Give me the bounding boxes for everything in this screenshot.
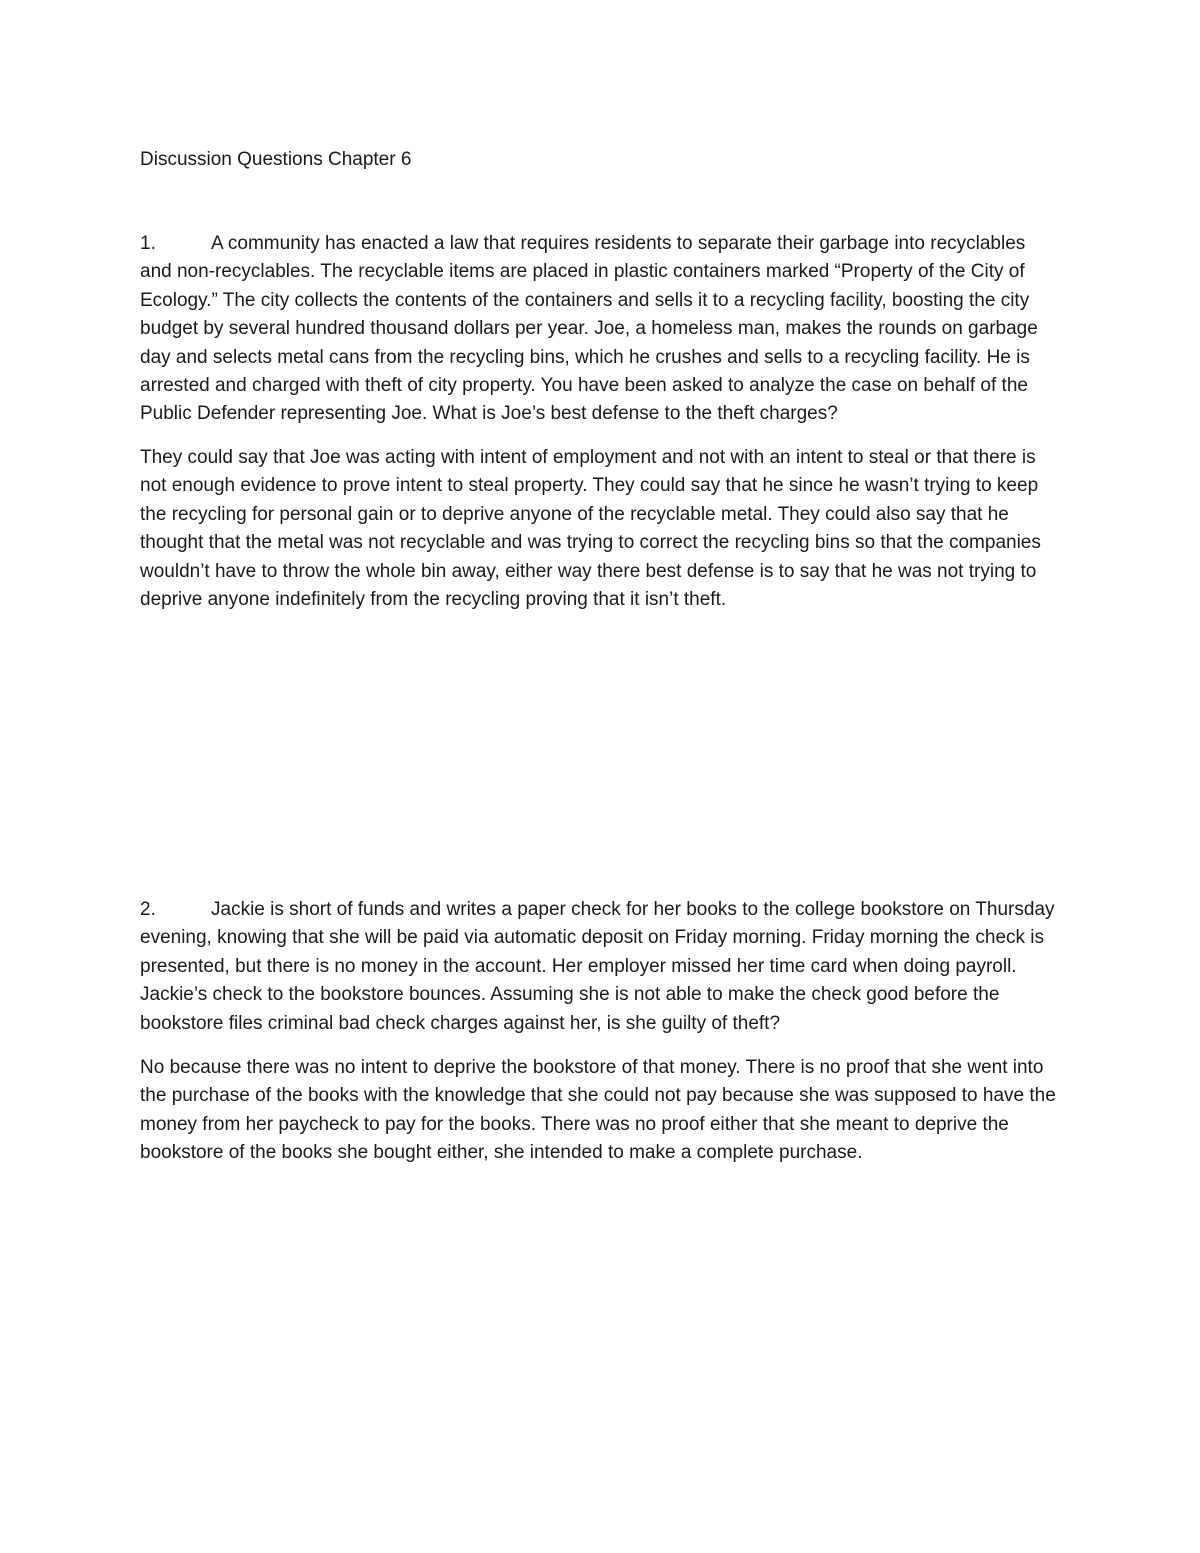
question-text: A community has enacted a law that requires residents to separate their garbage into recyclables and non-recyclables. The recyclable items are placed in plastic containers marked “Property of the City of Ecology.” The city collects the contents of the containers and sells it to a recycling facility, boosting the city budget by several hundred thousand dollars per year. Joe, a homeless man, makes the rounds on garbage day and selects metal cans from the recycling bins, which he crushes and sells to a recycling facility. He is arrested and charged with theft of city property. You have been asked to analyze the case on behalf of the Public Defender representing Joe. What is Joe’s best defense to the theft charges? <box>140 233 1038 425</box>
document-title: Discussion Questions Chapter 6 <box>140 149 412 170</box>
answer-2: No because there was no intent to deprive the bookstore of that money. There is no proof that she went into the purchase of the books with the knowledge that she could not pay because she was supposed to have the money from her paycheck to pay for the books. There was no proof either that she meant to deprive the bookstore of the books she bought either, she intended to make a complete purchase. <box>140 1057 1056 1164</box>
question-2 <box>140 896 1060 1038</box>
question-number: 1. <box>140 233 156 254</box>
question-1 <box>140 230 1060 429</box>
answer-1: They could say that Joe was acting with intent of employment and not with an intent to steal or that there is not enough evidence to prove intent to steal property. They could say that he since he wasn’t trying to keep the recycling for personal gain or to deprive anyone of the recyclable metal. They could also say that he thought that the metal was not recyclable and was trying to correct the recycling bins so that the companies wouldn’t have to throw the whole bin away, either way there best defense is to say that he was not trying to deprive anyone indefinitely from the recycling proving that it isn’t theft. <box>140 447 1041 611</box>
question-text: Jackie is short of funds and writes a paper check for her books to the college bookstore on Thursday evening, knowing that she will be paid via automatic deposit on Friday morning. Friday morning the check is presented, but there is no money in the account. Her employer missed her time card when doing payroll. Jackie’s check to the bookstore bounces. Assuming she is not able to make the check good before the bookstore files criminal bad check charges against her, is she guilty of theft? <box>140 899 1055 1034</box>
question-number: 2. <box>140 899 156 920</box>
